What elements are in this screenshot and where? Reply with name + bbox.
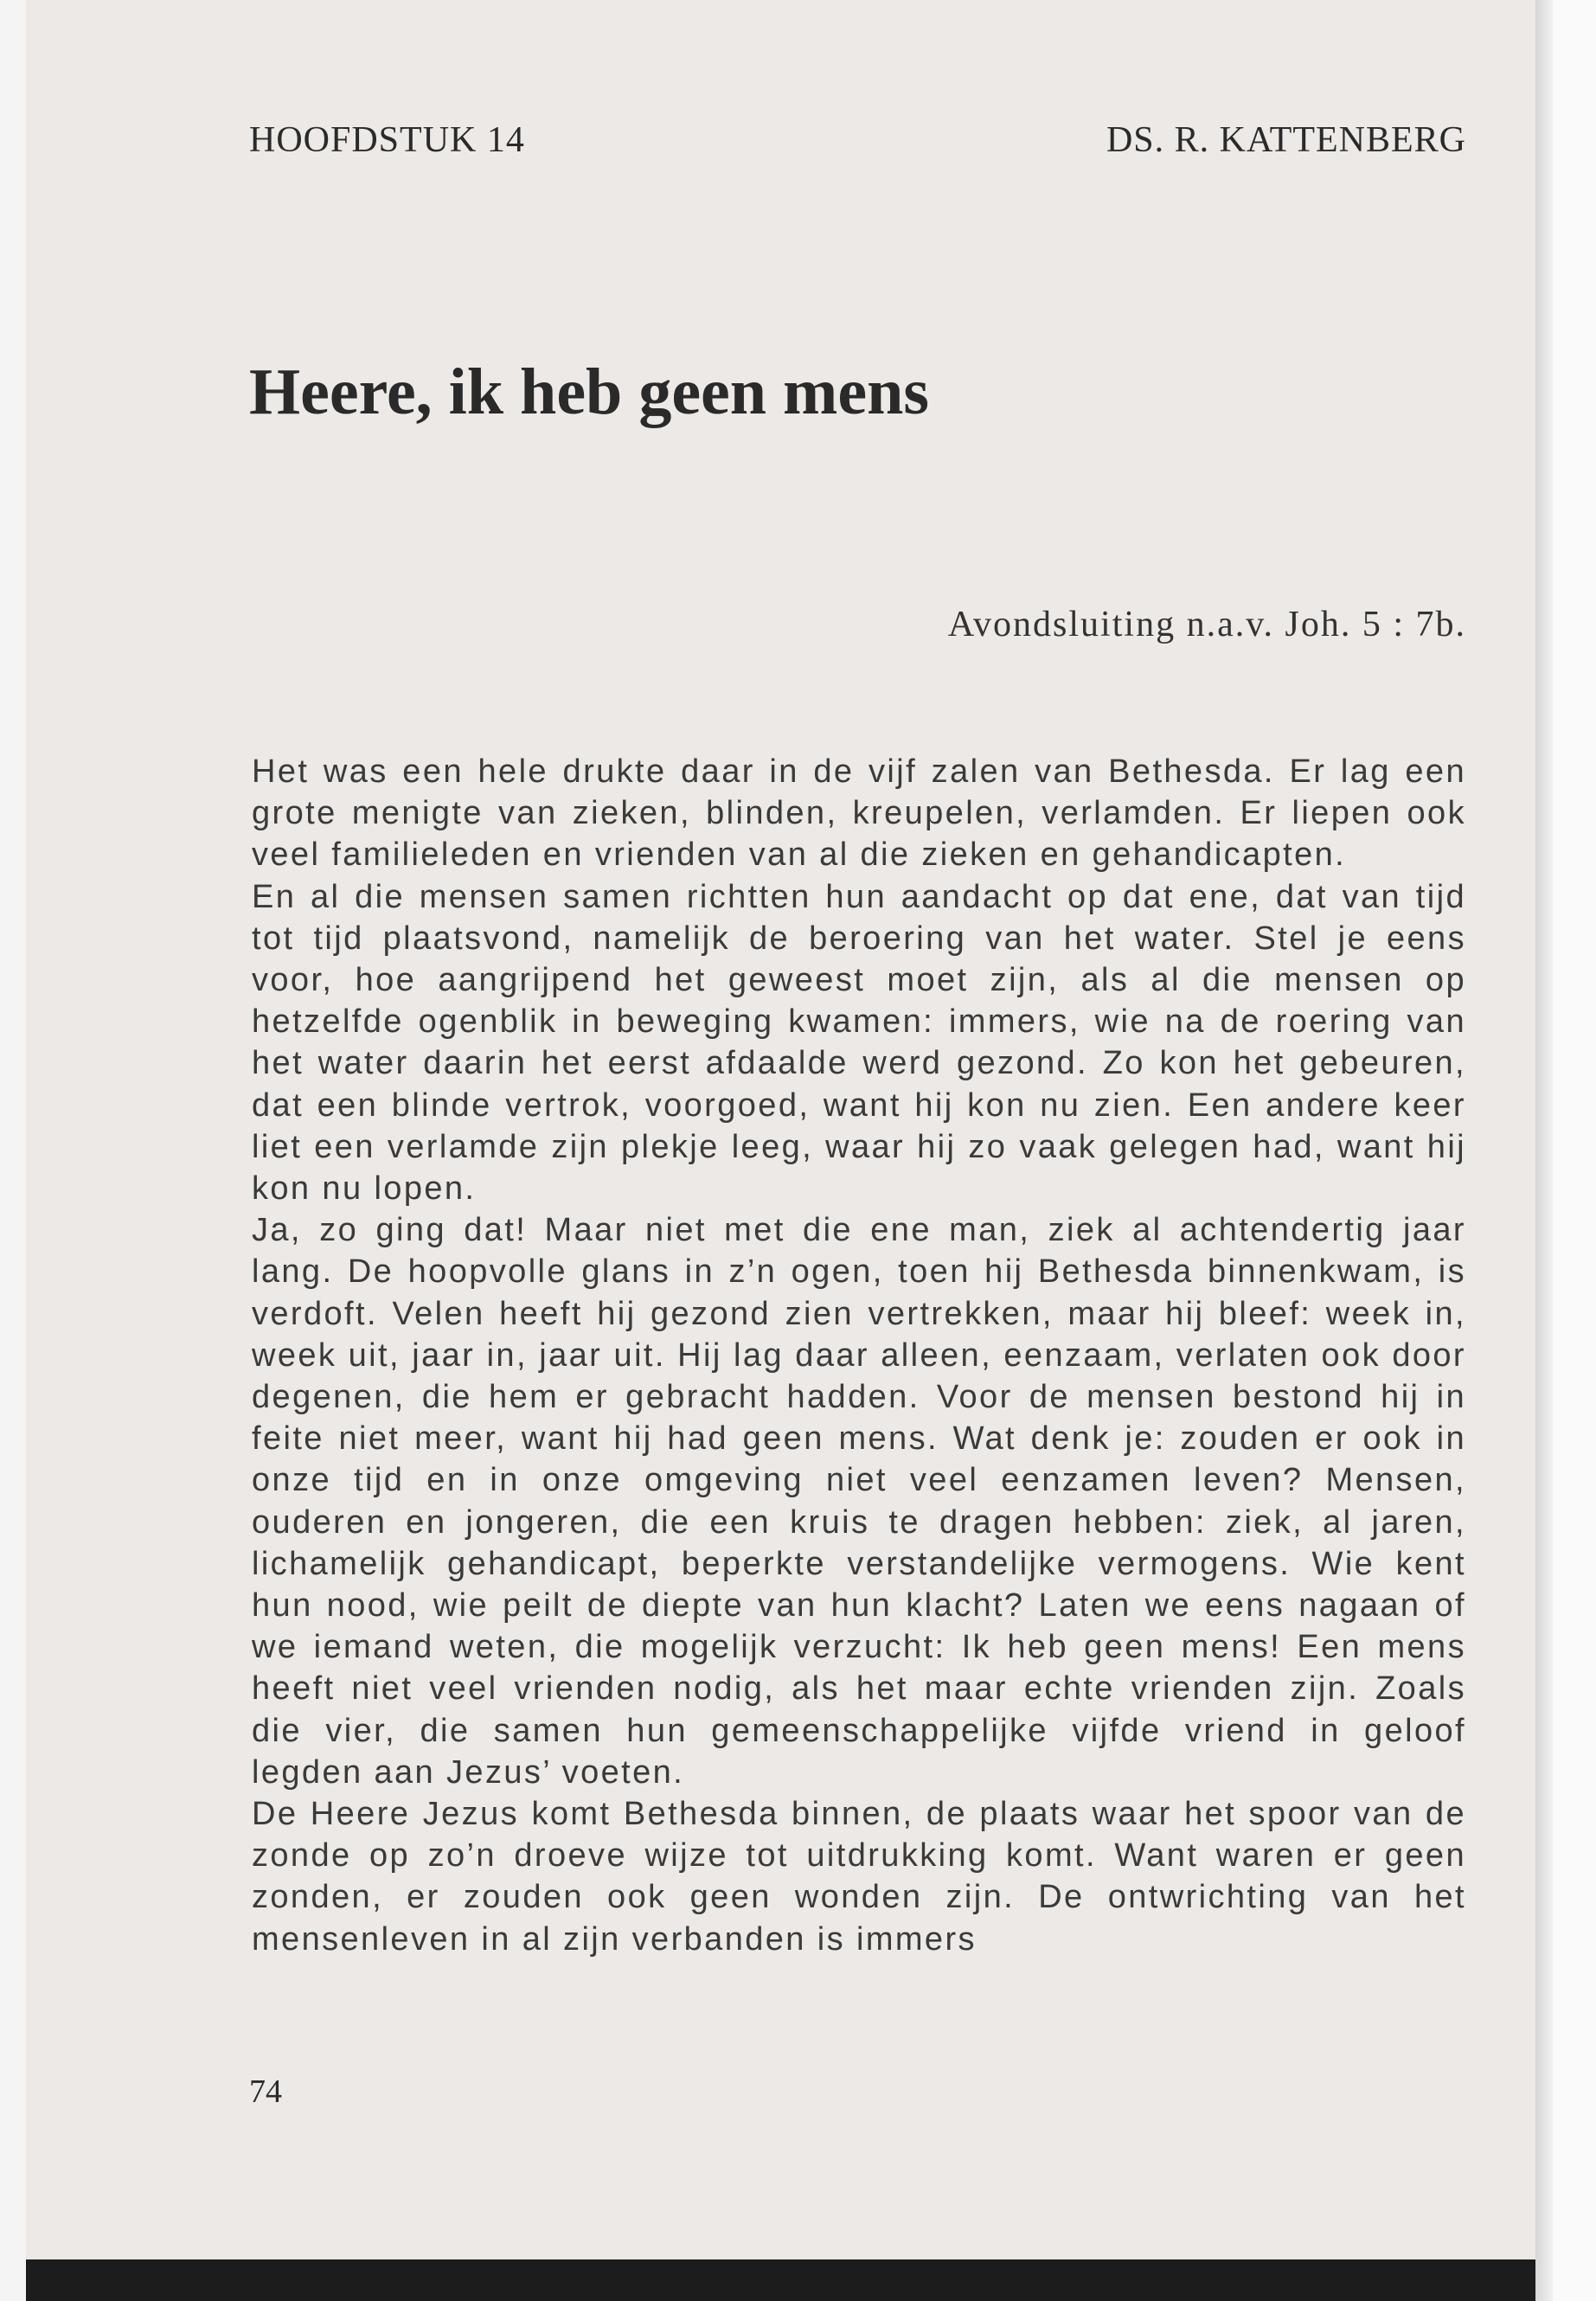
page-edge-shadow <box>1535 0 1553 2301</box>
page-number: 74 <box>249 2073 282 2110</box>
paragraph: Ja, zo ging dat! Maar niet met die ene man, ziek al achtendertig jaar lang. De hoopvolle glans in z’n ogen, toen hij Bethesda binnenkwam, is verdoft. Velen heeft hij gezond zien vertrekken, maar hij bleef: week in, week uit, jaar in, jaar uit. Hij lag daar alleen, eenzaam, verlaten ook door degenen, die hem er gebracht hadden. Voor de mensen bestond hij in feite niet meer, want hij had geen mens. Wat denk je: zouden er ook in onze tijd en in onze omgeving niet veel eenzamen leven? Mensen, ouderen en jongeren, die een kruis te dragen hebben: ziek, al jaren, lichamelijk gehandicapt, beperkte verstandelijke vermogens. Wie kent hun nood, wie peilt de diepte van hun klacht? Laten we eens nagaan of we iemand weten, die mogelijk verzucht: Ik heb geen mens! Een mens heeft niet veel vrienden nodig, als het maar echte vrienden zijn. Zoals die vier, die samen hun gemeenschappelijke vijfde vriend in geloof legden aan Jezus’ voeten. <box>252 1212 1466 1791</box>
body-text <box>252 751 1466 1960</box>
scripture-reference: Avondsluiting n.a.v. Joh. 5 : 7b. <box>947 605 1466 644</box>
author-label: DS. R. KATTENBERG <box>1106 120 1466 160</box>
paragraph: Het was een hele drukte daar in de vijf zalen van Bethesda. Er lag een grote menigte van zieken, blinden, kreupelen, verlamden. Er liepen ook veel familieleden en vrienden van al die zieken en gehandicapten. <box>252 753 1466 874</box>
scan-left-margin <box>0 0 26 2301</box>
scan-right-margin <box>1553 0 1596 2301</box>
paragraph: De Heere Jezus komt Bethesda binnen, de plaats waar het spoor van de zonde op zo’n droeve wijze tot uitdrukking komt. Want waren er geen zonden, er zouden ook geen wonden zijn. De ontwrichting van het mensenleven in al zijn verbanden is immers <box>252 1796 1466 1958</box>
chapter-title: Heere, ik heb geen mens <box>249 356 929 428</box>
scan-bottom-border <box>26 2259 1535 2301</box>
chapter-label: HOOFDSTUK 14 <box>249 120 525 160</box>
paragraph: En al die mensen samen richtten hun aandacht op dat ene, dat van tijd tot tijd plaatsvond, namelijk de beroering van het water. Stel je eens voor, hoe aangrijpend het geweest moet zijn, als al die mensen op hetzelfde ogenblik in beweging kwamen: immers, wie na de roering van het water daarin het eerst afdaalde werd gezond. Zo kon het gebeuren, dat een blinde vertrok, voorgoed, want hij kon nu zien. Een andere keer liet een verlamde zijn plekje leeg, waar hij zo vaak gelegen had, want hij kon nu lopen. <box>252 878 1466 1208</box>
